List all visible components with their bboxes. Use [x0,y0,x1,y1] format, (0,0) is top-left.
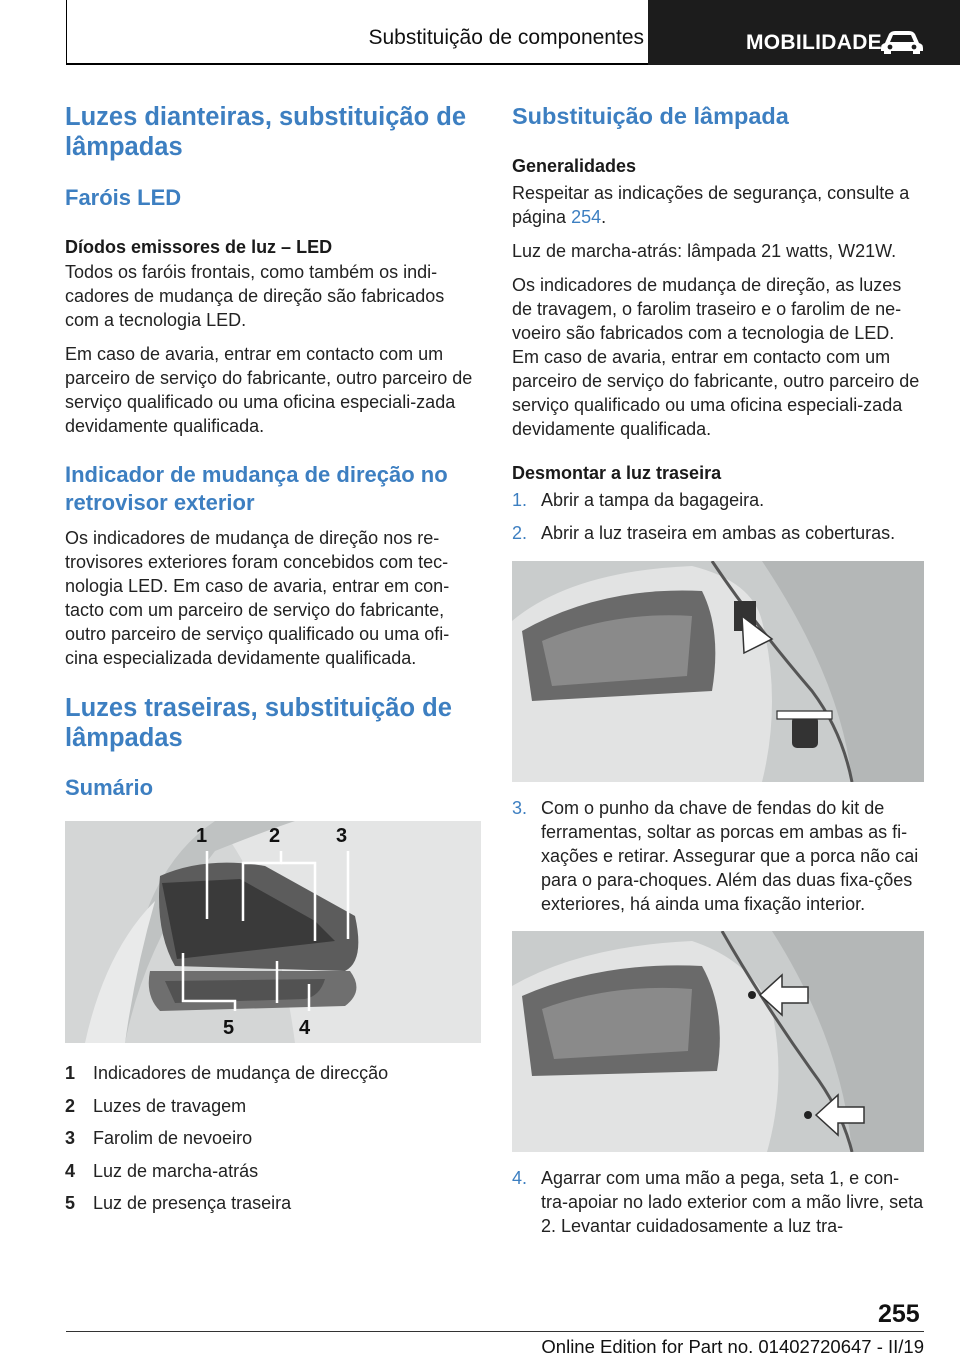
car-icon [879,29,925,55]
figure-open-tail-light-cover [512,561,924,782]
legend-item: 4 Luz de marcha-atrás [65,1160,259,1181]
figure-callout-3: 3 [336,825,348,847]
steps-list [512,488,924,545]
header-section-title: Substituição de componentes [368,26,644,49]
figure-callout-4: 4 [299,1017,311,1039]
tail-light-cover-illustration [512,561,924,782]
step-item: 1. Abrir a tampa da bagageira. [512,490,765,510]
figure-leader-lines [65,821,481,1043]
heading-general: Generalidades [512,156,637,176]
step-item: 3. Com o punho da chave de fendas do kit de ferramentas, soltar as porcas em ambas as fi-xações e retirar. Assegurar que a porca não cai para o para-choques. Além das duas fixa-ções exteriores, há ainda uma fixação interior. [512,798,919,914]
step-item: 4. Agarrar com uma mão a pega, seta 1, e con-tra-apoiar no lado exterior com a mão livre, seta 2. Levantar cuidadosamente a luz tra- [512,1168,924,1236]
footer-edition: Online Edition for Part no. 01402720647 - II/19 [541,1336,924,1357]
paragraph-led-service: Em caso de avaria, entrar em contacto com um parceiro de serviço do fabricante, outro parceiro de serviço qualificado ou uma oficina especiali-zada devidamente qualificada. [65,344,473,436]
figure-callout-1: 1 [196,825,208,847]
figure-loosen-nuts [512,931,924,1152]
heading-led-headlights: Faróis LED [65,185,182,210]
paragraph-mirror-indicator: Os indicadores de mudança de direção nos re-trovisores exteriores foram concebidos com tec-nologia LED. Em caso de avaria, entrar em con-tacto com um parceiro de serviço do fabricante, outro parceiro de serviço qualificado ou uma ofi-cina especializada devidamente qualificada. [65,528,450,668]
heading-remove-tail-light: Desmontar a luz traseira [512,463,722,483]
heading-mirror-indicator: Indicador de mudança de direção no retrovisor exterior [65,462,448,515]
paragraph-safety: Respeitar as indicações de segurança, consulte a página 254. [512,183,910,227]
steps-list-continued [512,796,924,916]
heading-summary: Sumário [65,775,154,800]
header-chapter-tab [648,0,960,65]
paragraph-led-intro: Todos os faróis frontais, como também os indi-cadores de mudança de direção são fabricados com a tecnologia LED. [65,262,445,330]
steps-list-continued-2 [512,1166,924,1238]
figure-callout-5: 5 [223,1017,235,1039]
page-number: 255 [878,1300,920,1328]
paragraph-reverse-bulb: Luz de marcha-atrás: lâmpada 21 watts, W21W. [512,241,897,261]
heading-rear-lights: Luzes traseiras, substituição de lâmpadas [65,694,452,752]
header-rule-bottom [66,63,648,65]
heading-led-diodes: Díodos emissores de luz – LED [65,237,333,257]
legend-item: 3 Farolim de nevoeiro [65,1128,253,1148]
figure-tail-light-overview [65,821,481,1043]
loosen-nuts-illustration [512,931,924,1152]
heading-front-lights: Luzes dianteiras, substituição de lâmpadas [65,103,467,161]
figure-callout-2: 2 [269,825,281,847]
paragraph-led-lights: Os indicadores de mudança de direção, as luzes de travagem, o farolim traseiro e o farolim de ne-voeiro são fabricados com a tecnologia de LED. Em caso de avaria, entrar em contacto com um parceiro de serviço do fabricante, outro parceiro de serviço qualificado ou uma oficina especiali-zada devidamente qualificada. [512,275,920,439]
heading-bulb-replacement: Substituição de lâmpada [512,103,789,129]
footer-rule [66,1331,924,1332]
step-item: 2. Abrir a luz traseira em ambas as coberturas. [512,523,896,543]
legend-item: 2 Luzes de travagem [65,1095,247,1116]
figure-legend [65,1057,481,1220]
legend-item: 5 Luz de presença traseira [65,1193,292,1213]
legend-item: 1 Indicadores de mudança de direcção [65,1063,389,1083]
page-link-254[interactable]: 254 [571,207,602,227]
header-chapter-label: MOBILIDADE [746,31,882,54]
left-column [65,102,481,1220]
right-column [512,102,924,1238]
